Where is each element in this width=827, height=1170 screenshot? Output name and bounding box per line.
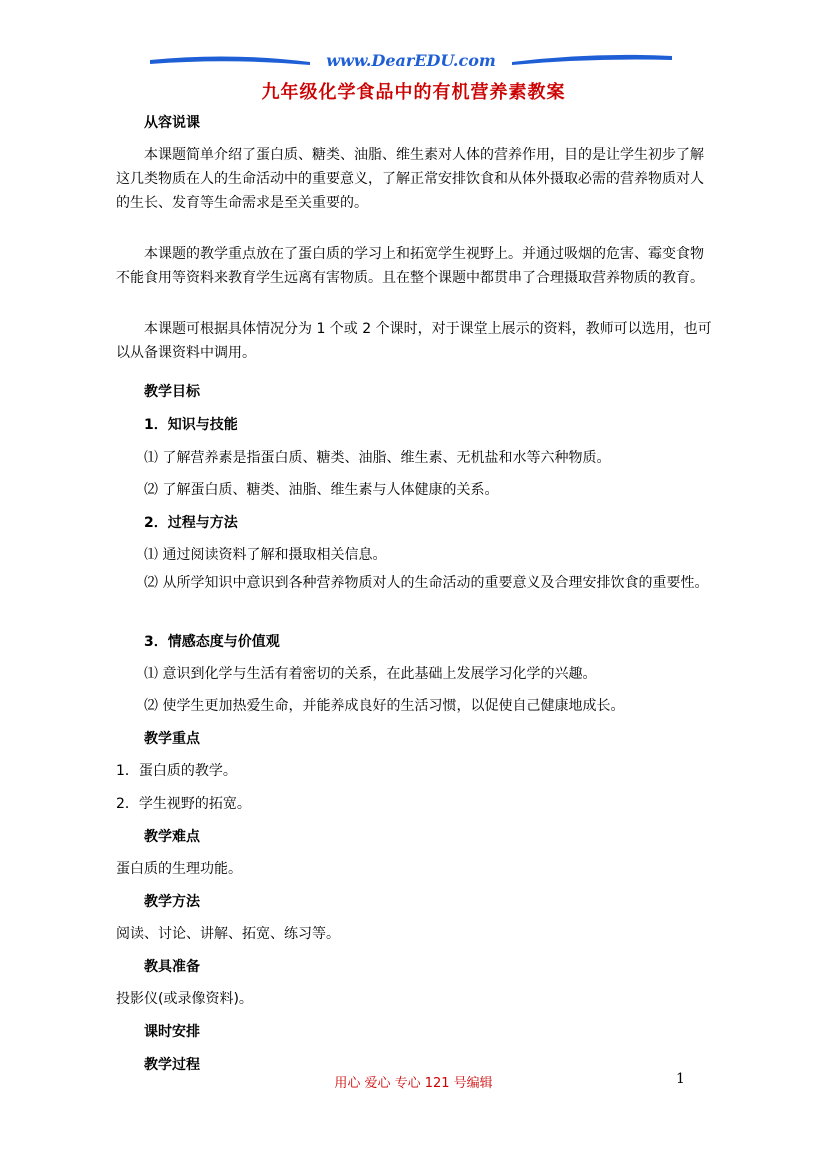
page-title: 九年级化学食品中的有机营养素教案 (261, 82, 566, 103)
goal1-item-2: ⑵ 了解蛋白质、糖类、油脂、维生素与人体健康的关系。 (144, 482, 499, 498)
intro-paragraph-3: 本课题可根据具体情况分为 1 个或 2 个课时，对于课堂上展示的资料，教师可以选用，也可以从备课资料中调用。 (116, 321, 712, 361)
footer-text: 用心 爱心 专心 121 号编辑 (334, 1076, 493, 1091)
goal2-item-1: ⑴ 通过阅读资料了解和摄取相关信息。 (144, 547, 387, 563)
process-heading: 教学过程 (144, 1057, 200, 1073)
focus-heading: 教学重点 (144, 731, 200, 747)
focus-item-2: 2．学生视野的拓宽。 (116, 796, 251, 812)
tools-text: 投影仪(或录像资料)。 (116, 991, 253, 1007)
goal1-heading: 1．知识与技能 (144, 417, 238, 433)
intro-paragraph-2: 本课题的教学重点放在了蛋白质的学习上和拓宽学生视野上。并通过吸烟的危害、霉变食物不能食用等资料来教育学生远离有害物质。且在整个课题中都贯串了合理摄取营养物质的教育。 (116, 246, 704, 286)
tools-heading: 教具准备 (144, 959, 200, 975)
goal3-heading: 3．情感态度与价值观 (144, 634, 280, 650)
header-banner (150, 48, 672, 76)
goal3-item-2: ⑵ 使学生更加热爱生命，并能养成良好的生活习惯，以促使自己健康地成长。 (144, 698, 625, 714)
goal2-item-2: ⑵ 从所学知识中意识到各种营养物质对人的生命活动的重要意义及合理安排饮食的重要性。 (144, 575, 709, 591)
goal2-heading: 2．过程与方法 (144, 515, 238, 531)
difficulty-heading: 教学难点 (144, 829, 200, 845)
goal3-item-1: ⑴ 意识到化学与生活有着密切的关系，在此基础上发展学习化学的兴趣。 (144, 666, 597, 682)
method-text: 阅读、讨论、讲解、拓宽、练习等。 (116, 926, 340, 942)
focus-item-1: 1．蛋白质的教学。 (116, 763, 237, 779)
intro-heading: 从容说课 (144, 115, 200, 131)
goals-heading: 教学目标 (144, 384, 200, 400)
page-number: 1 (676, 1071, 685, 1087)
intro-paragraph-1: 本课题简单介绍了蛋白质、糖类、油脂、维生素对人体的营养作用，目的是让学生初步了解这几类物质在人的生命活动中的重要意义，了解正常安排饮食和从体外摄取必需的营养物质对人的生长、发育等生命需求是至关重要的。 (116, 147, 704, 211)
method-heading: 教学方法 (144, 894, 200, 910)
goal1-item-1: ⑴ 了解营养素是指蛋白质、糖类、油脂、维生素、无机盐和水等六种物质。 (144, 450, 611, 466)
schedule-heading: 课时安排 (144, 1024, 200, 1040)
difficulty-text: 蛋白质的生理功能。 (116, 861, 242, 877)
site-url: www.DearEDU.com (326, 51, 496, 70)
